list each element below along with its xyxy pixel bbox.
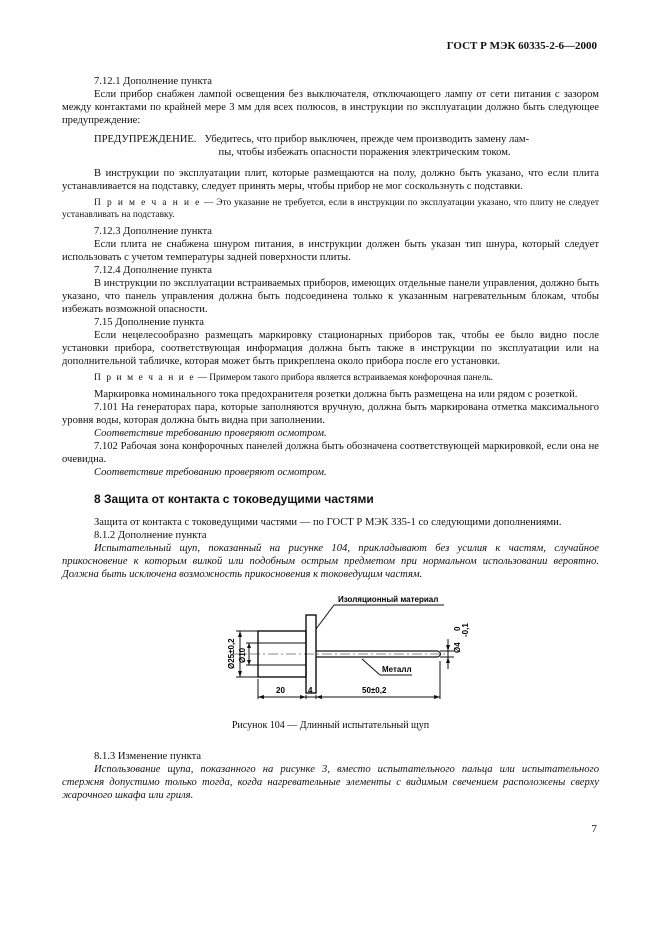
note-label: П р и м е ч а н и е [94,373,196,383]
warning-line-1: Убедитесь, что прибор выключен, прежде чем производить замену лам- [204,134,530,145]
dim-d4-tol-top: 0 [453,626,462,631]
paragraph: Если плита не снабжена шнуром питания, в инструкции должен быть указан тип шнура, который следует использовать с учетом температуры задней поверхности плиты. [62,239,599,263]
note-text: — Это указание не требуется, если в инструкции по эксплуатации указано, что плиту не следует устанавливать на подставку. [62,198,600,220]
dim-d25: Ø25±0,2 [227,638,236,669]
paragraph: Если прибор снабжен лампой освещения без выключателя, отключающего лампу от сети питания с зазором между контактами по крайней мере 3 мм для всех полюсов, в инструкции по эксплуатации должно быть следующее предупреждение: [62,89,599,126]
compliance-check: Соответствие требованию проверяют осмотром. [94,467,327,478]
section-title-7-12-4: 7.12.4 Дополнение пункта [94,265,212,276]
dim-20: 20 [276,686,285,695]
warning-label: ПРЕДУПРЕЖДЕНИЕ. [94,134,197,145]
section-title-8-1-3: 8.1.3 Изменение пункта [94,751,202,762]
section-title-8-1-2: 8.1.2 Дополнение пункта [94,530,207,541]
dim-d4: Ø4 [453,642,462,653]
probe-drawing [62,587,599,717]
note-label: П р и м е ч а н и е [94,198,201,208]
paragraph: Испытательный щуп, показанный на рисунке 104, прикладывают без усилия к частям, случайное прикосновение к которым вилкой или подобным острым предметом при нормальном использовании вероятно. Должна быть исключена возможность прикосновения к токоведущим частям. [62,543,599,580]
paragraph-7-102: 7.102 Рабочая зона конфорочных панелей должна быть обозначена соответствующей маркировкой, если она не очевидна. [62,441,599,465]
paragraph: Маркировка номинального тока предохранителя розетки должна быть размещена на или рядом с розеткой. [94,389,578,400]
compliance-check: Соответствие требованию проверяют осмотром. [94,428,327,439]
document-header: ГОСТ Р МЭК 60335-2-6—2000 [446,40,597,52]
note-text: — Примером такого прибора является встраиваемая конфорочная панель. [197,373,493,383]
warning-text [197,133,600,159]
paragraph: Использование щупа, показанного на рисунке 3, вместо испытательного пальца или испытательного стержня допустимо только тогда, когда нагревательные элементы с видимым свечением расположены сверху жарочного шкафа или гриля. [62,764,599,801]
label-insulation: Изоляционный материал [338,595,439,604]
dim-d10: Ø10 [238,647,247,663]
paragraph-7-101: 7.101 На генераторах пара, которые заполняются вручную, должна быть маркирована отметка максимального уровня воды, которая должна быть видна при заполнении. [62,402,599,426]
warning-line-2: пы, чтобы избежать опасности поражения электрическим током. [218,147,511,158]
note [62,372,599,384]
paragraph: Защита от контакта с токоведущими частями — по ГОСТ Р МЭК 335-1 со следующими дополнениями. [94,517,562,528]
paragraph: В инструкции по эксплуатации плит, которые размещаются на полу, должно быть указано, что если плита устанавливается на подставку, следует принять меры, чтобы прибор не мог соскользнуть с подставки. [62,168,599,192]
warning-block [94,133,599,159]
label-metal: Металл [382,665,412,674]
page-number: 7 [591,823,597,835]
section-heading-8: 8 Защита от контакта с токоведущими частями [94,492,374,506]
paragraph: Если нецелесообразно размещать маркировку стационарных приборов так, чтобы ее было видно после установки прибора, соответствующая информация должна быть также в инструкции по эксплуатации или на дополнительной табличке, которая может быть прикреплена около прибора после его установки. [62,330,599,367]
paragraph: В инструкции по эксплуатации встраиваемых приборов, имеющих отдельные панели управления, должно быть указано, что панель управления должна быть подсоединена только к указанным нагревательным блокам, чтобы избежать возможной опасности. [62,278,599,315]
note [62,197,599,221]
figure-104 [62,587,599,717]
section-title-7-12-1: 7.12.1 Дополнение пункта [94,76,212,87]
dim-d4-tol-bottom: -0,1 [461,623,470,637]
dim-50: 50±0,2 [362,686,387,695]
section-title-7-15: 7.15 Дополнение пункта [94,317,204,328]
section-title-7-12-3: 7.12.3 Дополнение пункта [94,226,212,237]
dim-4: 4 [308,686,313,695]
figure-caption: Рисунок 104 — Длинный испытательный щуп [231,720,430,731]
